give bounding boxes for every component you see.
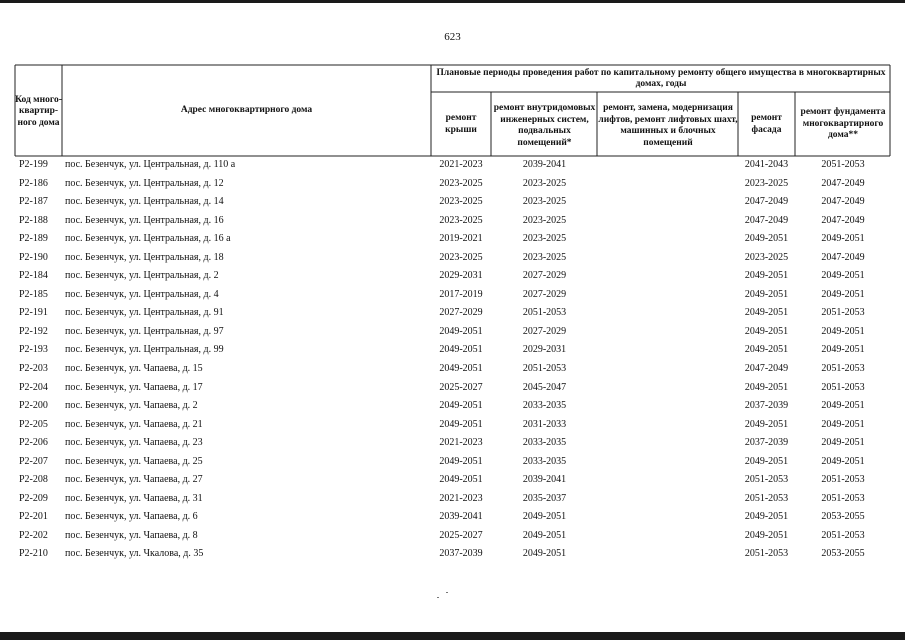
facade-period: 2047-2049 xyxy=(744,214,789,226)
table-row xyxy=(0,434,905,453)
foundation-period: 2051-2053 xyxy=(821,159,865,170)
roof-period: 2049-2051 xyxy=(439,325,483,337)
facade-period: 2049-2051 xyxy=(744,233,789,245)
facade-period: 2049-2051 xyxy=(744,418,789,430)
roof-period: 2039-2041 xyxy=(439,511,483,523)
roof-period: 2021-2023 xyxy=(439,492,483,504)
table-row xyxy=(0,267,905,286)
table-row xyxy=(0,212,905,231)
table-row xyxy=(0,527,905,546)
roof-period: 2049-2051 xyxy=(439,455,483,467)
house-code: Р2-205 xyxy=(19,418,48,430)
table-row xyxy=(0,156,905,175)
foundation-period: 2051-2053 xyxy=(821,492,865,504)
facade-period: 2051-2053 xyxy=(744,548,789,560)
foundation-period: 2051-2053 xyxy=(821,363,865,375)
roof-period: 2023-2025 xyxy=(439,177,483,189)
page-number: 623 xyxy=(444,31,461,43)
house-address: пос. Безенчук, ул. Центральная, д. 4 xyxy=(65,288,219,300)
roof-period: 2037-2039 xyxy=(439,548,483,560)
roof-period: 2049-2051 xyxy=(439,400,483,412)
house-address: пос. Безенчук, ул. Центральная, д. 16 xyxy=(65,214,224,226)
header-periods-group: Плановые периоды проведения работ по капитальному ремонту общего имущества в многоквартирных домах, годы xyxy=(436,67,886,89)
house-address: пос. Безенчук, ул. Чапаева, д. 17 xyxy=(65,381,203,393)
table-row xyxy=(0,471,905,490)
roof-period: 2021-2023 xyxy=(439,159,483,170)
foundation-period: 2053-2055 xyxy=(821,511,865,523)
house-code: Р2-201 xyxy=(19,511,48,523)
systems-period: 2049-2051 xyxy=(522,511,567,523)
systems-period: 2033-2035 xyxy=(522,437,567,449)
foundation-period: 2051-2053 xyxy=(821,474,865,486)
house-code: Р2-206 xyxy=(19,437,48,449)
house-address: пос. Безенчук, ул. Чапаева, д. 27 xyxy=(65,474,203,486)
table-row xyxy=(0,249,905,268)
house-address: пос. Безенчук, ул. Центральная, д. 2 xyxy=(65,270,219,282)
facade-period: 2047-2049 xyxy=(744,196,789,208)
systems-period: 2033-2035 xyxy=(522,400,567,412)
table-row xyxy=(0,397,905,416)
foundation-period: 2053-2055 xyxy=(821,548,865,560)
foundation-period: 2049-2051 xyxy=(821,344,865,356)
table-row xyxy=(0,286,905,305)
facade-period: 2049-2051 xyxy=(744,307,789,319)
house-address: пос. Безенчук, ул. Центральная, д. 16 а xyxy=(65,233,231,245)
house-code: Р2-199 xyxy=(19,159,48,170)
roof-period: 2021-2023 xyxy=(439,437,483,449)
header-facade: ремонт фасада xyxy=(751,113,782,135)
systems-period: 2027-2029 xyxy=(522,270,567,282)
foundation-period: 2049-2051 xyxy=(821,418,865,430)
scan-speck xyxy=(437,597,439,598)
roof-period: 2027-2029 xyxy=(439,307,483,319)
house-address: пос. Безенчук, ул. Чапаева, д. 23 xyxy=(65,437,203,449)
house-code: Р2-188 xyxy=(19,214,48,226)
systems-period: 2031-2033 xyxy=(522,418,567,430)
header-address: Адрес многоквартирного дома xyxy=(180,105,313,116)
roof-period: 2025-2027 xyxy=(439,381,483,393)
systems-period: 2039-2041 xyxy=(522,159,567,170)
house-code: Р2-203 xyxy=(19,363,48,375)
house-address: пос. Безенчук, ул. Центральная, д. 110 а xyxy=(65,159,236,170)
table-row xyxy=(0,323,905,342)
systems-period: 2029-2031 xyxy=(522,344,567,356)
foundation-period: 2049-2051 xyxy=(821,455,865,467)
house-code: Р2-209 xyxy=(19,492,48,504)
foundation-period: 2049-2051 xyxy=(821,270,865,282)
header-foundation: ремонт фундамента многоквартирного дома** xyxy=(800,107,886,141)
house-address: пос. Безенчук, ул. Центральная, д. 18 xyxy=(65,251,224,263)
systems-period: 2051-2053 xyxy=(522,363,567,375)
table-row xyxy=(0,508,905,527)
foundation-period: 2051-2053 xyxy=(821,307,865,319)
roof-period: 2019-2021 xyxy=(439,233,483,245)
systems-period: 2035-2037 xyxy=(522,492,567,504)
foundation-period: 2047-2049 xyxy=(821,177,865,189)
systems-period: 2051-2053 xyxy=(522,307,567,319)
house-address: пос. Безенчук, ул. Чкалова, д. 35 xyxy=(65,548,204,560)
foundation-period: 2049-2051 xyxy=(821,400,865,412)
table-row xyxy=(0,490,905,509)
house-code: Р2-202 xyxy=(19,529,48,541)
house-code: Р2-186 xyxy=(19,177,48,189)
foundation-period: 2049-2051 xyxy=(821,288,865,300)
roof-period: 2029-2031 xyxy=(439,270,483,282)
facade-period: 2049-2051 xyxy=(744,270,789,282)
table-row xyxy=(0,193,905,212)
header-systems: ремонт внутридомовых инженерных систем, подвальных помещений* xyxy=(493,103,596,148)
foundation-period: 2047-2049 xyxy=(821,214,865,226)
scan-speck xyxy=(446,592,448,593)
house-code: Р2-208 xyxy=(19,474,48,486)
house-address: пос. Безенчук, ул. Чапаева, д. 15 xyxy=(65,363,203,375)
facade-period: 2047-2049 xyxy=(744,363,789,375)
foundation-period: 2051-2053 xyxy=(821,381,865,393)
house-code: Р2-200 xyxy=(19,400,48,412)
house-code: Р2-184 xyxy=(19,270,48,282)
house-code: Р2-192 xyxy=(19,325,48,337)
facade-period: 2049-2051 xyxy=(744,325,789,337)
facade-period: 2041-2043 xyxy=(744,159,789,170)
house-address: пос. Безенчук, ул. Чапаева, д. 8 xyxy=(65,529,198,541)
systems-period: 2023-2025 xyxy=(522,177,567,189)
house-code: Р2-187 xyxy=(19,196,48,208)
house-address: пос. Безенчук, ул. Чапаева, д. 6 xyxy=(65,511,198,523)
house-address: пос. Безенчук, ул. Центральная, д. 91 xyxy=(65,307,224,319)
facade-period: 2049-2051 xyxy=(744,288,789,300)
house-code: Р2-193 xyxy=(19,344,48,356)
systems-period: 2049-2051 xyxy=(522,548,567,560)
house-code: Р2-204 xyxy=(19,381,48,393)
foundation-period: 2049-2051 xyxy=(821,233,865,245)
roof-period: 2049-2051 xyxy=(439,418,483,430)
house-code: Р2-191 xyxy=(19,307,48,319)
facade-period: 2037-2039 xyxy=(744,437,789,449)
facade-period: 2051-2053 xyxy=(744,474,789,486)
table-row xyxy=(0,230,905,249)
table-row xyxy=(0,416,905,435)
systems-period: 2033-2035 xyxy=(522,455,567,467)
facade-period: 2023-2025 xyxy=(744,251,789,263)
systems-period: 2045-2047 xyxy=(522,381,567,393)
facade-period: 2049-2051 xyxy=(744,455,789,467)
facade-period: 2023-2025 xyxy=(744,177,789,189)
systems-period: 2049-2051 xyxy=(522,529,567,541)
bottom-border xyxy=(0,632,905,640)
roof-period: 2049-2051 xyxy=(439,474,483,486)
roof-period: 2023-2025 xyxy=(439,196,483,208)
house-code: Р2-207 xyxy=(19,455,48,467)
roof-period: 2017-2019 xyxy=(439,288,483,300)
table-body xyxy=(0,156,905,564)
systems-period: 2027-2029 xyxy=(522,288,567,300)
systems-period: 2023-2025 xyxy=(522,251,567,263)
foundation-period: 2047-2049 xyxy=(821,196,865,208)
systems-period: 2023-2025 xyxy=(522,196,567,208)
house-code: Р2-189 xyxy=(19,233,48,245)
roof-period: 2023-2025 xyxy=(439,214,483,226)
house-address: пос. Безенчук, ул. Чапаева, д. 31 xyxy=(65,492,203,504)
header-lifts: ремонт, замена, модернизация лифтов, ремонт лифтовых шахт, машинных и блочных помещений xyxy=(598,103,738,148)
house-code: Р2-185 xyxy=(19,288,48,300)
roof-period: 2025-2027 xyxy=(439,529,483,541)
table-row xyxy=(0,360,905,379)
house-address: пос. Безенчук, ул. Центральная, д. 14 xyxy=(65,196,224,208)
facade-period: 2049-2051 xyxy=(744,529,789,541)
table-row xyxy=(0,304,905,323)
foundation-period: 2051-2053 xyxy=(821,529,865,541)
roof-period: 2049-2051 xyxy=(439,363,483,375)
header-roof: ремонт крыши xyxy=(445,113,477,135)
roof-period: 2023-2025 xyxy=(439,251,483,263)
table-row xyxy=(0,453,905,472)
table-row xyxy=(0,341,905,360)
table-row xyxy=(0,379,905,398)
systems-period: 2027-2029 xyxy=(522,325,567,337)
foundation-period: 2049-2051 xyxy=(821,437,865,449)
roof-period: 2049-2051 xyxy=(439,344,483,356)
house-code: Р2-190 xyxy=(19,251,48,263)
house-address: пос. Безенчук, ул. Чапаева, д. 21 xyxy=(65,418,203,430)
facade-period: 2049-2051 xyxy=(744,344,789,356)
house-code: Р2-210 xyxy=(19,548,48,560)
foundation-period: 2047-2049 xyxy=(821,251,865,263)
systems-period: 2023-2025 xyxy=(522,214,567,226)
house-address: пос. Безенчук, ул. Чапаева, д. 2 xyxy=(65,400,198,412)
table-row xyxy=(0,175,905,194)
header-code: Код много-квартир-ного дома xyxy=(15,94,62,128)
facade-period: 2037-2039 xyxy=(744,400,789,412)
systems-period: 2023-2025 xyxy=(522,233,567,245)
facade-period: 2049-2051 xyxy=(744,381,789,393)
house-address: пос. Безенчук, ул. Центральная, д. 97 xyxy=(65,325,224,337)
house-address: пос. Безенчук, ул. Центральная, д. 99 xyxy=(65,344,224,356)
house-address: пос. Безенчук, ул. Центральная, д. 12 xyxy=(65,177,224,189)
facade-period: 2049-2051 xyxy=(744,511,789,523)
house-address: пос. Безенчук, ул. Чапаева, д. 25 xyxy=(65,455,203,467)
foundation-period: 2049-2051 xyxy=(821,325,865,337)
systems-period: 2039-2041 xyxy=(522,474,567,486)
table-row xyxy=(0,545,905,564)
facade-period: 2051-2053 xyxy=(744,492,789,504)
